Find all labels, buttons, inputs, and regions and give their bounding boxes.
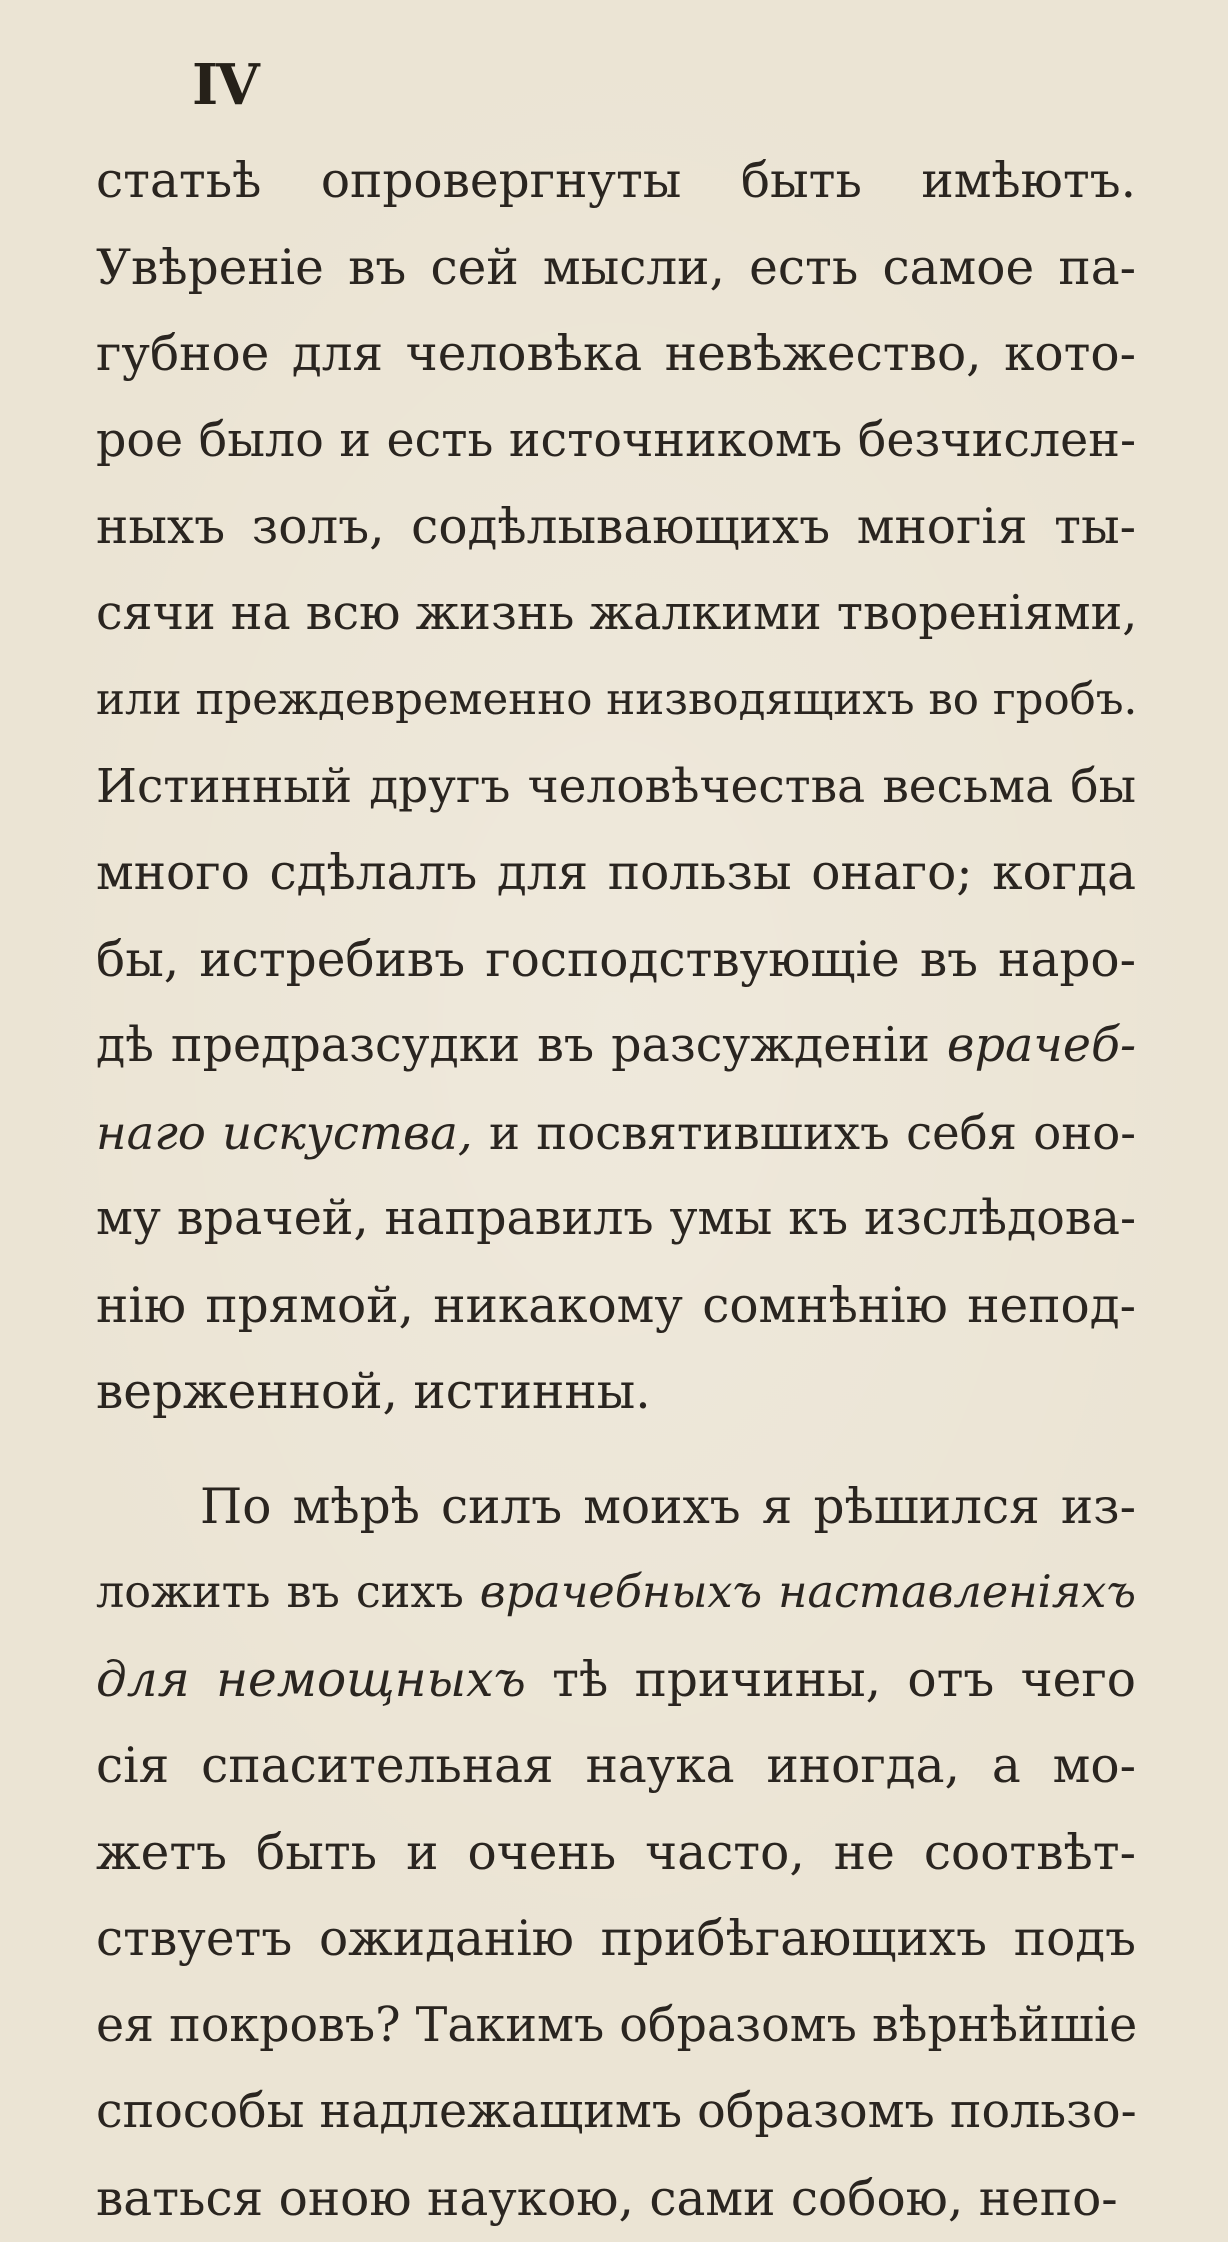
- text-line: [96, 2069, 1136, 2156]
- text-line: [96, 1810, 1136, 1897]
- text-segment: му врачей, направилъ умы къ изслѣдова-: [96, 1191, 1136, 1246]
- text-line: [96, 1003, 1136, 1090]
- italic-text: наго искуства,: [96, 1106, 473, 1160]
- body-text: [96, 138, 1136, 2242]
- italic-text: для немощныхъ: [96, 1652, 526, 1708]
- italic-text: врачеб-: [947, 1018, 1136, 1073]
- text-segment: ныхъ золъ, содѣлывающихъ многія ты-: [96, 499, 1136, 555]
- text-segment: Увѣреніе въ сей мысли, есть самое па-: [96, 240, 1136, 296]
- text-line: [96, 744, 1136, 831]
- text-line: [96, 1550, 1136, 1637]
- text-line: [96, 571, 1136, 658]
- text-line: [96, 2156, 1136, 2242]
- text-segment: ствуетъ ожиданію прибѣгающихъ подъ: [96, 1911, 1136, 1967]
- text-segment: рое было и есть источникомъ безчислен-: [96, 413, 1136, 468]
- text-segment: статьѣ опровергнуты быть имѣютъ.: [96, 153, 1136, 209]
- text-segment: много сдѣлалъ для пользы онаго; когда: [96, 845, 1136, 901]
- text-segment: дѣ предразсудки въ разсужденіи: [96, 1018, 947, 1073]
- text-segment: ваться оною наукою, сами собою, непо-: [96, 2171, 1118, 2227]
- text-line: [96, 1637, 1136, 1724]
- text-line: [96, 1349, 1136, 1436]
- text-segment: сячи на всю жизнь жалкими твореніями,: [96, 586, 1137, 641]
- text-segment: и посвятившихъ себя оно-: [473, 1106, 1136, 1160]
- text-segment: способы надлежащимъ образомъ пользо-: [96, 2084, 1137, 2139]
- text-line: [96, 917, 1136, 1004]
- text-line: [96, 484, 1136, 571]
- text-line: [96, 1723, 1136, 1810]
- text-line: [96, 1263, 1136, 1350]
- text-segment: ложить въ сихъ: [96, 1567, 480, 1618]
- text-line: [96, 830, 1136, 917]
- text-line: [96, 1176, 1136, 1263]
- italic-text: врачебныхъ наставленіяхъ: [480, 1567, 1136, 1618]
- text-line: [96, 1090, 1136, 1177]
- text-line: [96, 657, 1136, 744]
- text-line: [96, 225, 1136, 312]
- text-line: [96, 311, 1136, 398]
- text-segment: верженной, истинны.: [96, 1364, 651, 1420]
- text-segment: сія спасительная наука иногда, а мо-: [96, 1738, 1136, 1794]
- text-segment: жетъ быть и очень часто, не соотвѣт-: [96, 1825, 1136, 1881]
- text-segment: По мѣрѣ силъ моихъ я рѣшился из-: [200, 1479, 1136, 1535]
- text-segment: губное для человѣка невѣжество, кото-: [96, 326, 1136, 382]
- text-segment: бы, истребивъ господствующіе въ наро-: [96, 932, 1136, 988]
- text-line: [96, 398, 1136, 485]
- text-line: [96, 1983, 1136, 2070]
- text-line: [96, 138, 1136, 225]
- text-line: [96, 1896, 1136, 1983]
- text-segment: или преждевременно низводящихъ во гробъ.: [96, 675, 1137, 725]
- text-segment: Истинный другъ человѣчества весьма бы: [96, 759, 1136, 814]
- page-number: IV: [192, 52, 258, 118]
- text-line: [96, 1464, 1136, 1551]
- text-segment: нію прямой, никакому сомнѣнію непод-: [96, 1278, 1136, 1334]
- text-segment: тѣ причины, отъ чего: [526, 1652, 1136, 1708]
- text-segment: ея покровъ? Такимъ образомъ вѣрнѣйшіе: [96, 1998, 1137, 2053]
